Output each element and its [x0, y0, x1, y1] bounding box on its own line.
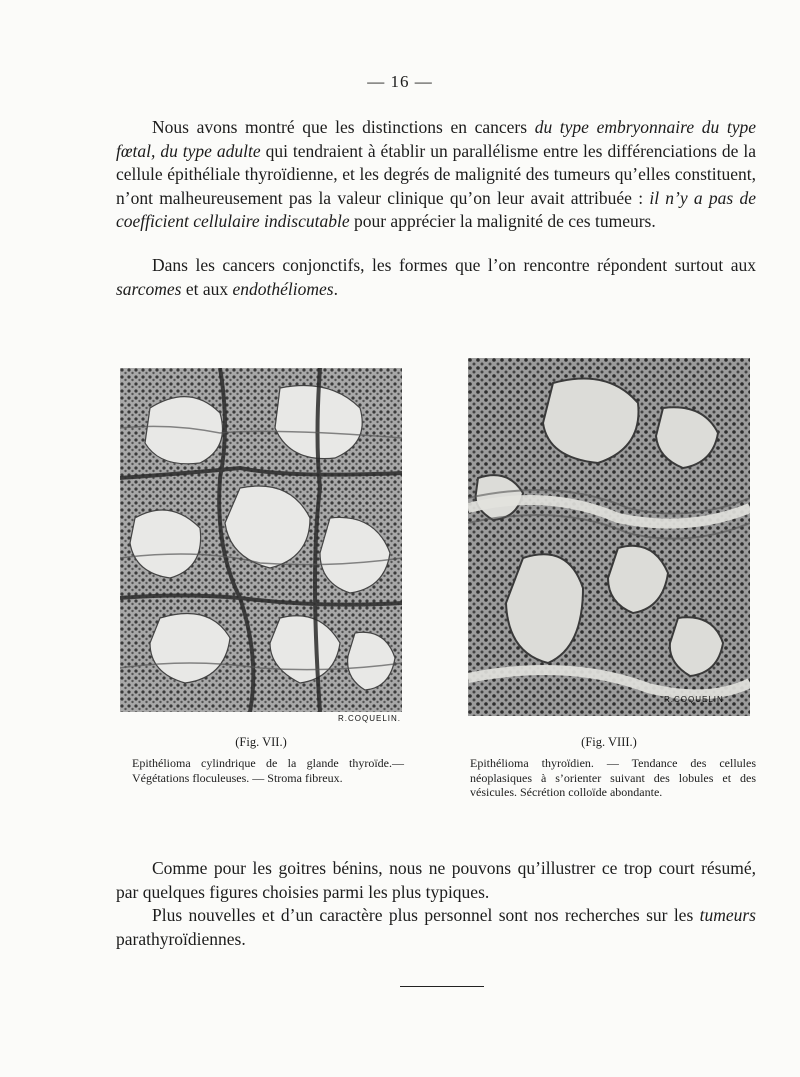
histology-image-viii [468, 358, 750, 716]
page-number: — 16 — [367, 72, 433, 91]
figure-vii-label: (Fig. VII.) [235, 735, 287, 749]
text-run: pour apprécier la malignité de ces tumeurs. [349, 211, 656, 231]
signature: R.COQUELIN [664, 695, 724, 704]
text-run: parathyroïdiennes. [116, 928, 246, 949]
italic-run: du type embryonnaire du type fœtal, du type adulte [116, 117, 756, 161]
text-run: Dans les cancers conjonctifs, les formes que l’on rencontre répondent surtout aux [152, 255, 756, 275]
signature: R.COQUELIN. [338, 714, 402, 723]
figure-vii-caption: Epithélioma cylindrique de la glande thyroïde.— Végétations floculeuses. — Stroma fibreux. [132, 756, 404, 785]
paragraph-parathyroidiennes [116, 904, 756, 951]
text-run: qui tendraient à établir un parallélisme entre les différenciations de la cellule épithéliale thyroïdienne, et les degrés de malignité des tumeurs qu’elles constituent, n’ont malheureusement pas la valeur clinique qu’on leur avait attribuée : [116, 140, 756, 208]
text-run: et aux [181, 278, 233, 299]
italic-run: endothéliomes [232, 278, 334, 299]
figure-viii-plate [468, 358, 750, 716]
paragraph-intro [116, 116, 756, 234]
section-divider [400, 986, 484, 987]
italic-run: sarcomes [116, 278, 182, 299]
figure-vii-plate [120, 368, 402, 712]
paragraph-goitres: Comme pour les goitres bénins, nous ne pouvons qu’illustrer ce trop court résumé, par quelques figures choisies parmi les plus typiques. [116, 858, 756, 902]
text-run: Plus nouvelles et d’un caractère plus personnel sont nos recherches sur les [152, 905, 700, 925]
text-run: Nous avons montré que les distinctions en cancers [152, 117, 535, 137]
histology-image-vii [120, 368, 402, 712]
text-run: . [333, 278, 338, 299]
italic-run: tumeurs [699, 905, 756, 925]
figure-viii-label: (Fig. VIII.) [581, 735, 637, 749]
paragraph-conjonctifs [116, 254, 756, 301]
italic-run: il n’y a pas de coefficient cellulaire indiscutable [116, 187, 756, 231]
figure-viii-caption: Epithélioma thyroïdien. — Tendance des cellules néoplasiques à s’orienter suivant des lobules et des vésicules. Sécrétion colloïde abondante. [470, 756, 756, 799]
